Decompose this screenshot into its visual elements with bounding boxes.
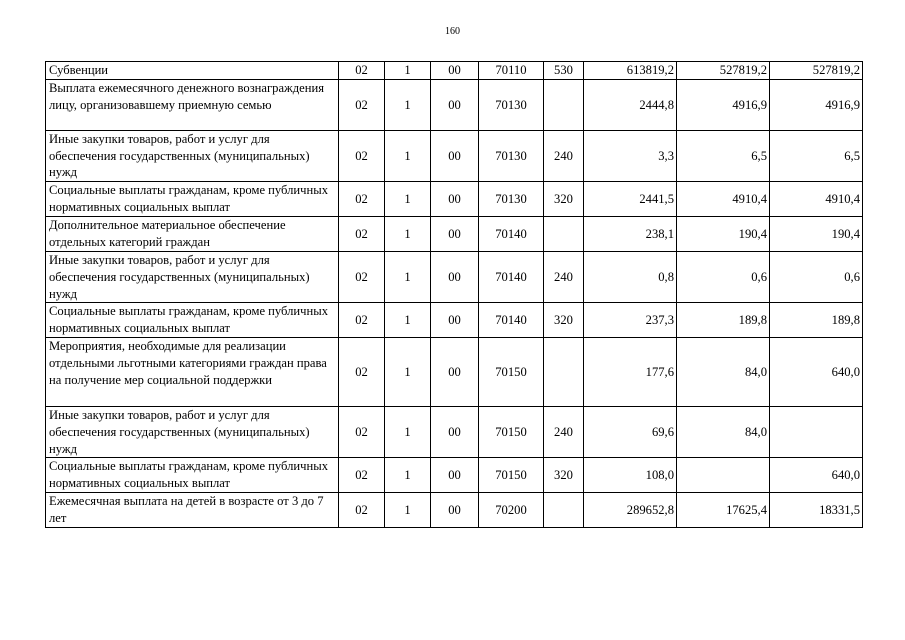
cell-target-article: 70130 — [479, 80, 544, 131]
cell-subprogram-code: 00 — [431, 182, 479, 217]
cell-amount-year-2: 4910,4 — [677, 182, 770, 217]
row-description: Субвенции — [46, 62, 339, 80]
cell-program-code: 1 — [385, 407, 431, 458]
cell-expense-type: 240 — [544, 252, 584, 303]
row-description: Ежемесячная выплата на детей в возрасте от 3 до 7 лет — [46, 493, 339, 528]
budget-table — [45, 61, 863, 528]
table-row — [46, 303, 863, 338]
table-row — [46, 252, 863, 303]
row-description: Выплата ежемесячного денежного вознаграждения лицу, организовавшему приемную семью — [46, 80, 339, 131]
row-description: Социальные выплаты гражданам, кроме публичных нормативных социальных выплат — [46, 182, 339, 217]
row-description: Мероприятия, необходимые для реализации отдельными льготными категориями граждан права на получение мер социальной поддержки — [46, 338, 339, 407]
table-row — [46, 217, 863, 252]
cell-amount-year-1: 108,0 — [584, 458, 677, 493]
cell-program-code: 1 — [385, 217, 431, 252]
cell-expense-type — [544, 493, 584, 528]
cell-target-article: 70140 — [479, 217, 544, 252]
cell-subprogram-code: 00 — [431, 303, 479, 338]
cell-program-code: 1 — [385, 493, 431, 528]
page-number: 160 — [445, 26, 460, 37]
cell-amount-year-3 — [770, 407, 863, 458]
cell-amount-year-2: 17625,4 — [677, 493, 770, 528]
cell-expense-type: 320 — [544, 303, 584, 338]
cell-ministry-code: 02 — [339, 131, 385, 182]
cell-target-article: 70150 — [479, 458, 544, 493]
cell-amount-year-3: 189,8 — [770, 303, 863, 338]
cell-amount-year-1: 2441,5 — [584, 182, 677, 217]
cell-ministry-code: 02 — [339, 493, 385, 528]
cell-amount-year-1: 177,6 — [584, 338, 677, 407]
cell-program-code: 1 — [385, 182, 431, 217]
cell-ministry-code: 02 — [339, 252, 385, 303]
cell-target-article: 70110 — [479, 62, 544, 80]
table-row — [46, 80, 863, 131]
cell-amount-year-3: 527819,2 — [770, 62, 863, 80]
table-row — [46, 407, 863, 458]
cell-amount-year-1: 69,6 — [584, 407, 677, 458]
cell-ministry-code: 02 — [339, 338, 385, 407]
cell-amount-year-3: 4916,9 — [770, 80, 863, 131]
cell-ministry-code: 02 — [339, 458, 385, 493]
cell-ministry-code: 02 — [339, 303, 385, 338]
cell-ministry-code: 02 — [339, 407, 385, 458]
row-description: Иные закупки товаров, работ и услуг для обеспечения государственных (муниципальных) нужд — [46, 407, 339, 458]
cell-target-article: 70140 — [479, 252, 544, 303]
cell-amount-year-2: 0,6 — [677, 252, 770, 303]
cell-expense-type: 240 — [544, 131, 584, 182]
table-row — [46, 458, 863, 493]
cell-program-code: 1 — [385, 303, 431, 338]
cell-amount-year-3: 18331,5 — [770, 493, 863, 528]
cell-subprogram-code: 00 — [431, 458, 479, 493]
cell-expense-type: 240 — [544, 407, 584, 458]
cell-program-code: 1 — [385, 131, 431, 182]
cell-ministry-code: 02 — [339, 80, 385, 131]
cell-amount-year-2: 6,5 — [677, 131, 770, 182]
cell-amount-year-2: 4916,9 — [677, 80, 770, 131]
cell-target-article: 70130 — [479, 131, 544, 182]
cell-subprogram-code: 00 — [431, 217, 479, 252]
cell-amount-year-2: 84,0 — [677, 338, 770, 407]
cell-amount-year-1: 238,1 — [584, 217, 677, 252]
cell-amount-year-2: 527819,2 — [677, 62, 770, 80]
cell-ministry-code: 02 — [339, 182, 385, 217]
cell-expense-type — [544, 338, 584, 407]
cell-amount-year-1: 289652,8 — [584, 493, 677, 528]
cell-amount-year-1: 613819,2 — [584, 62, 677, 80]
cell-expense-type — [544, 217, 584, 252]
cell-amount-year-3: 4910,4 — [770, 182, 863, 217]
cell-target-article: 70200 — [479, 493, 544, 528]
cell-amount-year-1: 237,3 — [584, 303, 677, 338]
row-description: Социальные выплаты гражданам, кроме публичных нормативных социальных выплат — [46, 303, 339, 338]
table-row — [46, 182, 863, 217]
cell-expense-type — [544, 80, 584, 131]
cell-amount-year-3: 0,6 — [770, 252, 863, 303]
row-description: Иные закупки товаров, работ и услуг для обеспечения государственных (муниципальных) нужд — [46, 131, 339, 182]
row-description: Дополнительное материальное обеспечение отдельных категорий граждан — [46, 217, 339, 252]
cell-target-article: 70150 — [479, 338, 544, 407]
cell-subprogram-code: 00 — [431, 338, 479, 407]
cell-program-code: 1 — [385, 252, 431, 303]
cell-subprogram-code: 00 — [431, 80, 479, 131]
cell-target-article: 70150 — [479, 407, 544, 458]
cell-amount-year-2 — [677, 458, 770, 493]
row-description: Иные закупки товаров, работ и услуг для обеспечения государственных (муниципальных) нужд — [46, 252, 339, 303]
cell-ministry-code: 02 — [339, 217, 385, 252]
table-row — [46, 493, 863, 528]
table-row — [46, 131, 863, 182]
table-row — [46, 62, 863, 80]
cell-subprogram-code: 00 — [431, 493, 479, 528]
cell-program-code: 1 — [385, 338, 431, 407]
cell-program-code: 1 — [385, 62, 431, 80]
row-description: Социальные выплаты гражданам, кроме публичных нормативных социальных выплат — [46, 458, 339, 493]
cell-program-code: 1 — [385, 458, 431, 493]
cell-amount-year-1: 0,8 — [584, 252, 677, 303]
cell-amount-year-3: 640,0 — [770, 338, 863, 407]
cell-expense-type: 530 — [544, 62, 584, 80]
cell-program-code: 1 — [385, 80, 431, 131]
cell-expense-type: 320 — [544, 182, 584, 217]
cell-target-article: 70140 — [479, 303, 544, 338]
cell-ministry-code: 02 — [339, 62, 385, 80]
cell-subprogram-code: 00 — [431, 252, 479, 303]
cell-subprogram-code: 00 — [431, 407, 479, 458]
cell-amount-year-1: 2444,8 — [584, 80, 677, 131]
cell-amount-year-1: 3,3 — [584, 131, 677, 182]
cell-amount-year-3: 6,5 — [770, 131, 863, 182]
table-row — [46, 338, 863, 407]
cell-subprogram-code: 00 — [431, 62, 479, 80]
cell-subprogram-code: 00 — [431, 131, 479, 182]
cell-amount-year-2: 84,0 — [677, 407, 770, 458]
cell-amount-year-2: 189,8 — [677, 303, 770, 338]
cell-amount-year-3: 640,0 — [770, 458, 863, 493]
cell-expense-type: 320 — [544, 458, 584, 493]
cell-target-article: 70130 — [479, 182, 544, 217]
cell-amount-year-2: 190,4 — [677, 217, 770, 252]
cell-amount-year-3: 190,4 — [770, 217, 863, 252]
